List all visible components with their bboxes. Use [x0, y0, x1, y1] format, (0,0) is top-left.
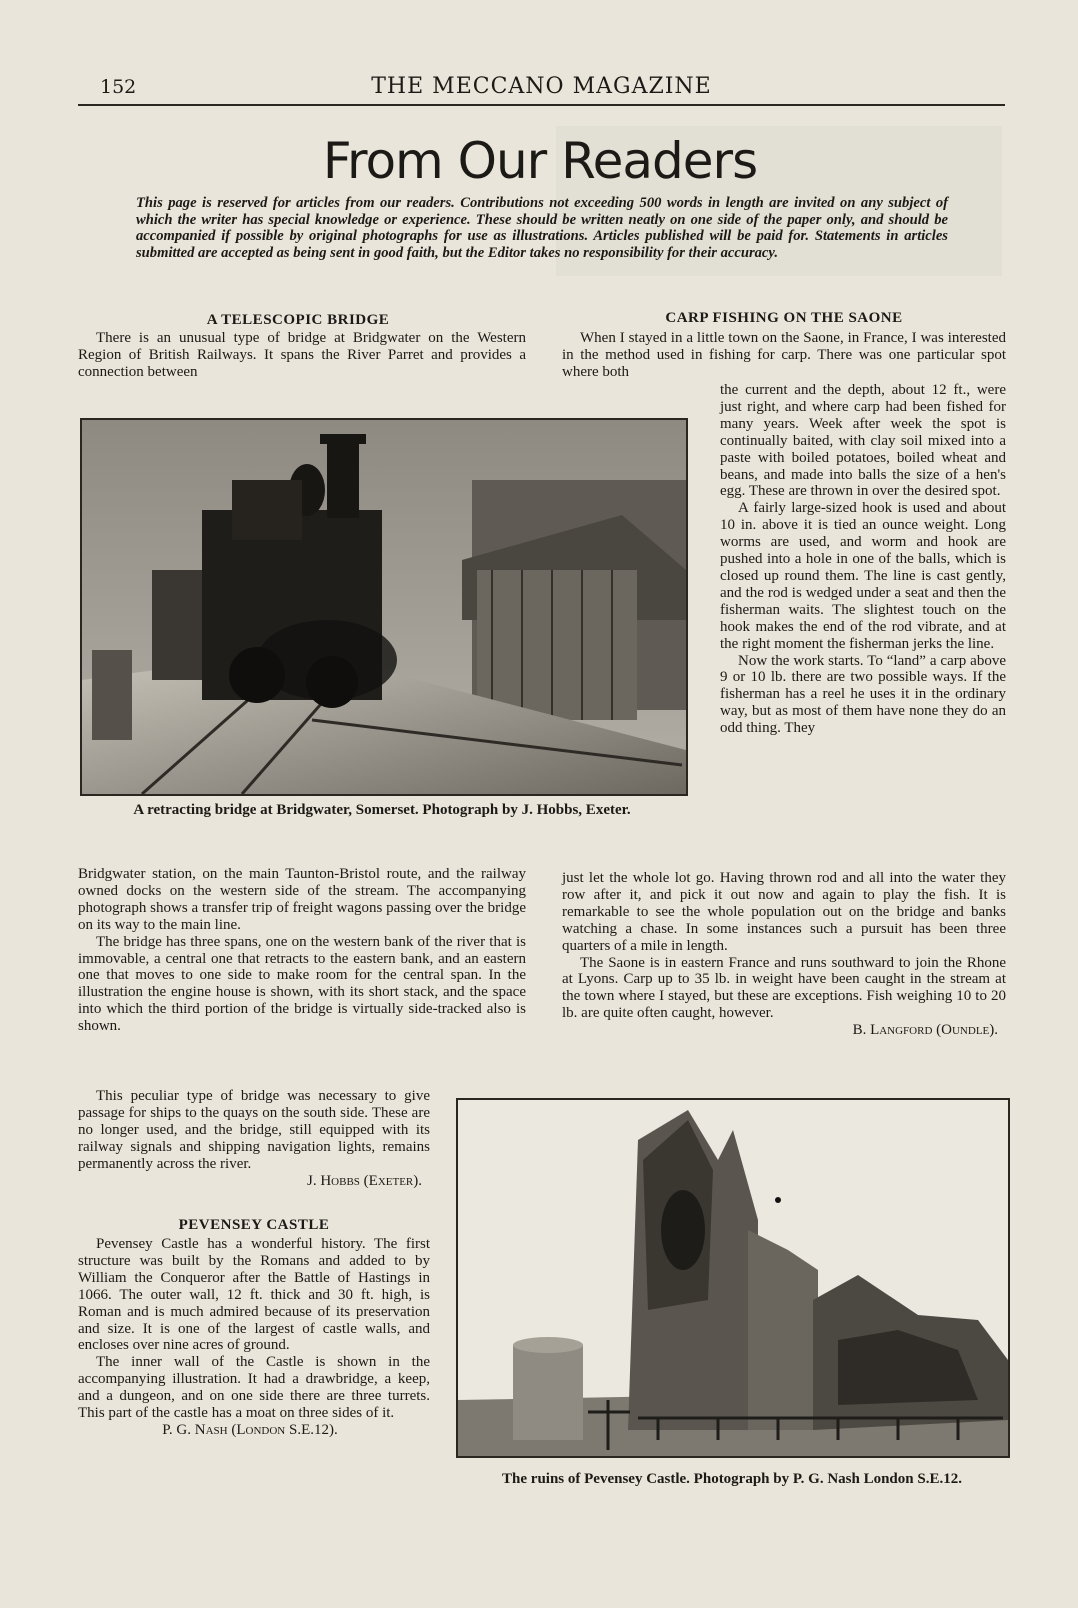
carp-paragraph-4: The Saone is in eastern France and runs southward to join the Rhone at Lyons. Carp up to 35 lb. in weight have been caught in the stream at the town where I stayed, but these are exceptions. Fish weighing 10 to 20 lb. are quite often caught, however. [562, 954, 1006, 1022]
carp-article-title: CARP FISHING ON THE SAONE [665, 310, 903, 326]
bridge-body-column [78, 866, 526, 1035]
bridge-photograph [80, 418, 688, 796]
carp-paragraph-3-continued: just let the whole lot go. Having thrown rod and all into the water they row after it, and pick it out now and again to play the fish. It is remarkable to see the whole population out on the bridge and banks watching a chase. In some instances such a pursuit has been three quarters of a mile in length. [562, 870, 1006, 954]
castle-photograph [456, 1098, 1010, 1458]
bridge-paragraph-2: The bridge has three spans, one on the western bank of the river that is immovable, a central one that retracts to the eastern bank, and an eastern one that moves to one side to make room for the central span. In the illustration the engine house is shown, with its short stack, and the space into which the third portion of the bridge is virtually side-tracked also is shown. [78, 933, 526, 1035]
intro-text: This page is reserved for articles from our readers. Contributions not exceeding 500 words in length are invited on any subject of which the writer has special knowledge or experience. These should be written neatly on one side of the paper only, and should be accompanied if possible by original photographs for use as illustrations. Articles published will be paid for. Statements in articles submitted are accepted as being sent in good faith, but the Editor takes no responsibility for their accuracy. [136, 195, 948, 261]
bridge-paragraph-1: There is an unusual type of bridge at Bridgwater on the Western Region of British Railways. It spans the River Parret and provides a connection between [78, 330, 526, 380]
carp-narrow-column [720, 382, 1006, 737]
bridge-photo-caption: A retracting bridge at Bridgwater, Somerset. Photograph by J. Hobbs, Exeter. [133, 802, 631, 818]
magazine-title: THE MECCANO MAGAZINE [371, 74, 712, 99]
castle-article-title: PEVENSEY CASTLE [178, 1217, 330, 1233]
page-header [78, 70, 1005, 106]
castle-paragraph-1: Pevensey Castle has a wonderful history. The first structure was built by the Romans and added to by William the Conqueror after the Battle of Hastings in 1066. The outer wall, 12 ft. thick and 30 ft. high, is Roman and is much admired because of its preservation and size. It is one of the largest of castle walls, and encloses over nine acres of ground. [78, 1236, 430, 1354]
castle-column [78, 1236, 430, 1439]
bridge-paragraph-1-continued: Bridgwater station, on the main Taunton-Bristol route, and the railway owned docks on the western side of the stream. The accompanying photograph shows a transfer trip of freight wagons passing over the bridge on its way to the main line. [78, 866, 526, 933]
carp-author: B. Langford (Oundle). [852, 1022, 998, 1039]
castle-paragraph-2: The inner wall of the Castle is shown in the accompanying illustration. It had a drawbridge, a keep, and a dungeon, and on one side there are three turrets. This part of the castle has a moat on three sides of it. [78, 1354, 430, 1422]
section-title: From Our Readers [322, 132, 758, 190]
page-number: 152 [100, 76, 137, 98]
carp-wide-column [562, 870, 1006, 1039]
bridge-author: J. Hobbs (Exeter). [307, 1172, 422, 1189]
carp-paragraph-2: A fairly large-sized hook is used and about 10 in. above it is tied an ounce weight. Long worms are used, and worm and hook are pushed into a hole in one of the balls, which is closed up round them. The line is cast gently, and the rod is wedged under a seat and then the fisherman waits. The slightest touch on the hook makes the end of the rod vibrate, and at the right moment the fisherman jerks the line. [720, 500, 1006, 652]
carp-intro-column [562, 330, 1006, 381]
bridge-paragraph-3: This peculiar type of bridge was necessary to give passage for ships to the quays on the south side. These are no longer used, and the bridge, still equipped with its railway signals and shipping navigation lights, remains permanently across the river. [78, 1088, 430, 1172]
carp-paragraph-1: When I stayed in a little town on the Saone, in France, I was interested in the method used in fishing for carp. There was one particular spot where both [562, 330, 1006, 380]
bridge-article-title: A TELESCOPIC BRIDGE [206, 312, 390, 328]
bridge-narrow-column [78, 1088, 430, 1189]
castle-photo-caption: The ruins of Pevensey Castle. Photograph by P. G. Nash London S.E.12. [502, 1471, 962, 1487]
castle-author: P. G. Nash (London S.E.12). [162, 1421, 338, 1438]
pevensey-ruins-image [458, 1100, 1008, 1456]
carp-paragraph-3: Now the work starts. To “land” a carp above 9 or 10 lb. there are two possible ways. If the fisherman has a reel he uses it in the ordinary way, but as most of them have none they do an odd thing. They [720, 652, 1006, 737]
locomotive-on-bridge-image [82, 420, 686, 794]
carp-paragraph-1-continued: the current and the depth, about 12 ft., were just right, and where carp had been fished for many years. Week after week the spot is continually baited, with clay soil mixed into a paste with boiled potatoes, boiled wheat and beans, and made into balls the size of a hen's egg. These are thrown in over the desired spot. [720, 382, 1006, 500]
bridge-intro-column [78, 330, 526, 381]
